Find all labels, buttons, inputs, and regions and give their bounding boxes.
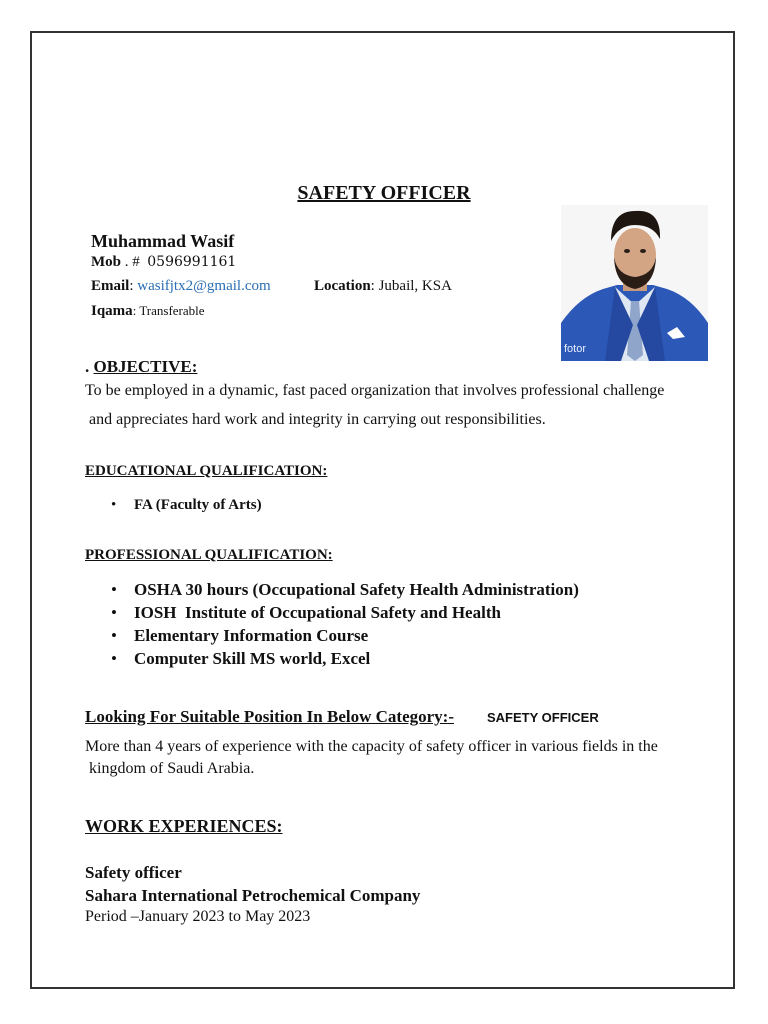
education-list xyxy=(107,495,262,515)
looking-category: SAFETY OFFICER xyxy=(487,710,599,725)
education-heading: EDUCATIONAL QUALIFICATION: xyxy=(85,463,328,479)
photo-watermark: fotor xyxy=(564,343,587,355)
iqama-label: Iqama xyxy=(91,303,133,319)
job-role: Safety officer xyxy=(85,863,182,882)
mobile-line xyxy=(91,254,236,271)
page-title: SAFETY OFFICER xyxy=(297,182,471,204)
looking-line-2: kingdom of Saudi Arabia. xyxy=(89,760,255,777)
professional-heading: PROFESSIONAL QUALIFICATION: xyxy=(85,547,333,563)
location-line xyxy=(314,278,452,295)
objective-line-1: To be employed in a dynamic, fast paced organization that involves professional challenge xyxy=(85,382,665,399)
mobile-label: Mob xyxy=(91,254,121,270)
profile-photo xyxy=(561,205,708,361)
work-heading: WORK EXPERIENCES: xyxy=(85,816,283,836)
objective-heading xyxy=(85,357,197,377)
looking-line-1: More than 4 years of experience with the capacity of safety officer in various fields in the xyxy=(85,738,658,755)
location-label: Location xyxy=(314,278,371,294)
list-item: • Elementary Information Course xyxy=(107,624,579,647)
job-company: Sahara International Petrochemical Company xyxy=(85,886,421,905)
iqama-line xyxy=(91,303,205,320)
professional-list xyxy=(107,578,579,670)
candidate-name: Muhammad Wasif xyxy=(91,231,235,251)
list-item: • Computer Skill MS world, Excel xyxy=(107,647,579,670)
email-line: Email: wasifjtx2@gmail.com xyxy=(91,278,271,294)
email-label: Email xyxy=(91,278,130,294)
location-value: : Jubail, KSA xyxy=(370,278,452,294)
objective-prefix: . xyxy=(85,357,94,376)
iqama-value: : Transferable xyxy=(132,303,205,318)
job-period: Period –January 2023 to May 2023 xyxy=(85,908,311,925)
objective-title: OBJECTIVE: xyxy=(93,357,198,376)
list-item: • OSHA 30 hours (Occupational Safety Health Administration) xyxy=(107,578,579,601)
objective-line-2: and appreciates hard work and integrity in carrying out responsibilities. xyxy=(89,411,546,428)
looking-heading: Looking For Suitable Position In Below Category:- xyxy=(85,707,454,726)
mobile-separator: . # xyxy=(121,254,148,270)
email-link[interactable]: wasifjtx2@gmail.com xyxy=(137,278,271,294)
list-item: • FA (Faculty of Arts) xyxy=(107,495,262,515)
profile-photo-illustration xyxy=(561,205,708,361)
mobile-number: 0596991161 xyxy=(147,254,237,270)
list-item: • IOSH Institute of Occupational Safety and Health xyxy=(107,601,579,624)
